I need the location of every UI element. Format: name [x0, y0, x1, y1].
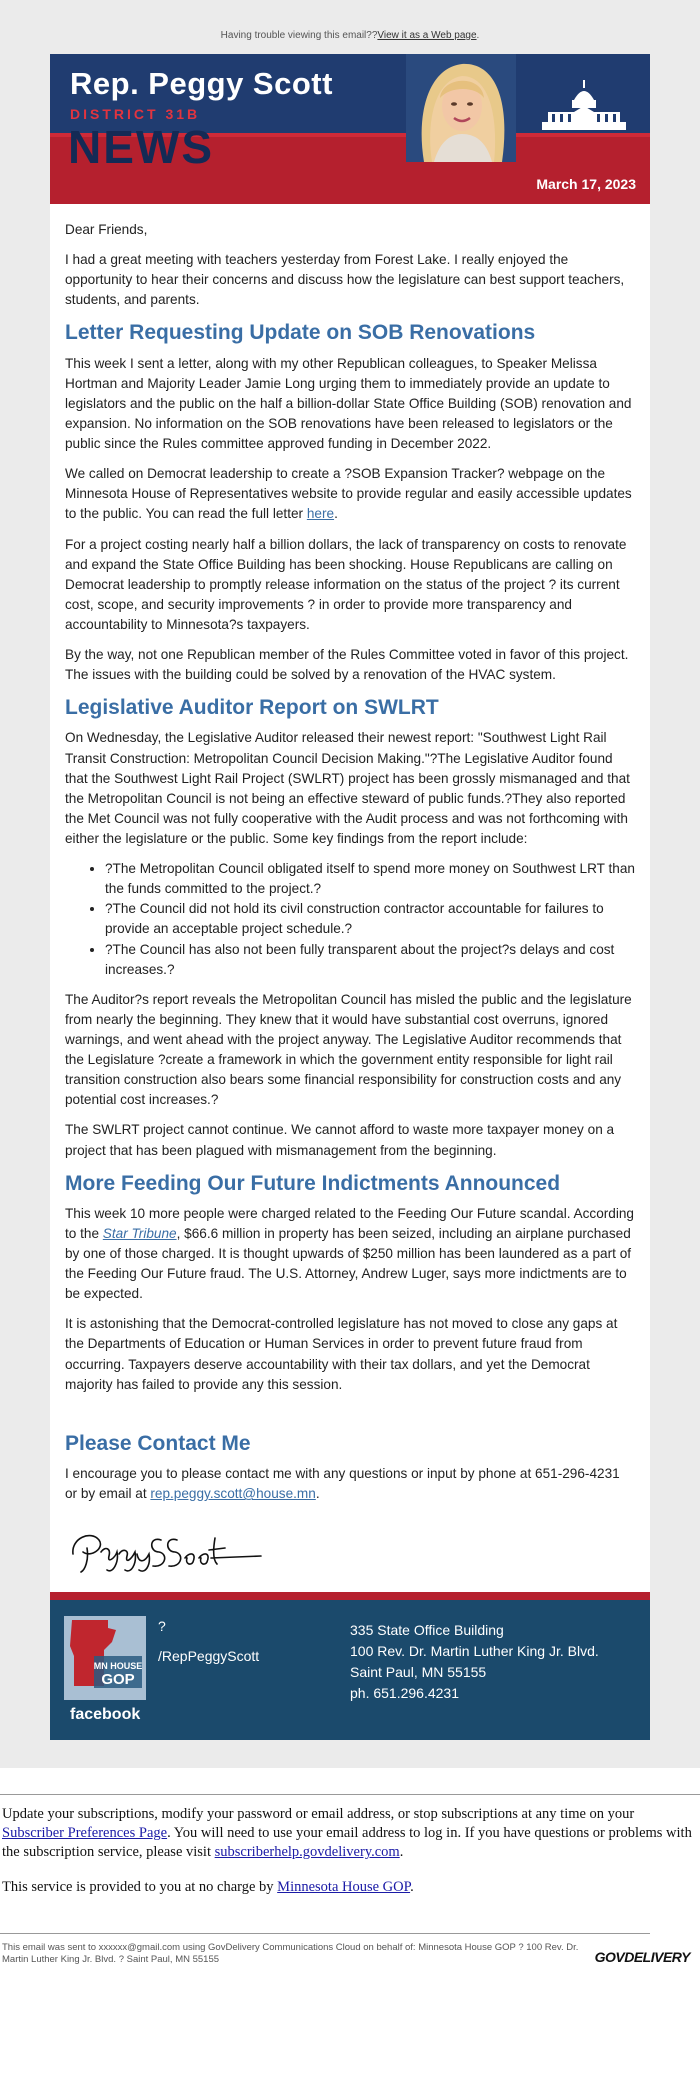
logo-text-2: GOP	[101, 1671, 135, 1689]
sob-paragraph-4: By the way, not one Republican member of the Rules Committee voted in favor of this project. The issues with the building could be solved by a renovation of the HVAC system.	[65, 647, 629, 683]
facebook-label[interactable]: facebook	[70, 1706, 141, 1724]
swlrt-paragraph-3: The SWLRT project cannot continue. We cannot afford to waste more taxpayer money on a project that has been plagued with mismanagement from the beginning.	[65, 1122, 615, 1158]
govdelivery-logo[interactable]: GOVDELIVERY	[594, 1948, 690, 1965]
sob-paragraph-1: This week I sent a letter, along with my other Republican colleagues, to Speaker Melissa Hortman and Majority Leader Jamie Long urging them to immediately provide an update to legislators and the public on the half a billion-dollar State Office Building (SOB) renovation and expansion. No information on the SOB renovations have been released to legislators or the public since the Rules committee approved funding in December 2022.	[65, 355, 632, 452]
fof-heading: More Feeding Our Future Indictments Announced	[65, 1171, 561, 1195]
subscription-section	[0, 1768, 700, 1975]
swlrt-paragraph-1: On Wednesday, the Legislative Auditor released their newest report: "Southwest Light Rail Transit Construction: Metropolitan Council Decision Making."?The Legislative Auditor found that the Southwest Light Rail Project (SWLRT) project has been grossly mismanaged and that the Metropolitan Council is not being an effective steward of public funds.?They also reported the Met Council was not fully cooperative with the Audit process and was not forthcoming with either the legislature or the public. Some key findings from the report include:	[65, 730, 630, 846]
signature-image	[65, 1518, 265, 1576]
web-page-link[interactable]: View it as a Web page	[377, 30, 477, 41]
list-item: • ?The Council has also not been fully transparent about the project?s delays and cost increases.?	[105, 940, 635, 980]
sob-heading: Letter Requesting Update on SOB Renovations	[65, 321, 536, 345]
news-label: NEWS	[68, 121, 214, 173]
newsletter-footer	[50, 1600, 650, 1740]
email-container	[50, 54, 650, 1740]
contact-heading: Please Contact Me	[65, 1431, 251, 1455]
subscription-paragraph: Update your subscriptions, modify your password or email address, or stop subscriptions at any time on your Subscriber Preferences Page. You will need to use your email address to log in. If you have questions or problems with the subscription service, please visit subscriberhelp.govdelivery.com.	[2, 1806, 692, 1861]
legal-footer	[0, 1940, 700, 1976]
facebook-icon-placeholder: ?	[158, 1618, 166, 1635]
rep-name: Rep. Peggy Scott	[70, 66, 333, 101]
office-address: 335 State Office Building 100 Rev. Dr. Martin Luther King Jr. Blvd. Saint Paul, MN 55155 ph. 651.296.4231	[350, 1622, 599, 1702]
newsletter-body	[50, 204, 650, 1592]
footer-divider	[50, 1592, 650, 1600]
greeting: Dear Friends,	[65, 222, 148, 237]
letter-link[interactable]: here	[306, 506, 335, 522]
swlrt-paragraph-2: The Auditor?s report reveals the Metropolitan Council has misled the public and the legislature from nearly the beginning. They knew that it would have substantial cost overruns, ignored warnings, and went ahead with the project anyway. The Legislative Auditor recommends that the Legislature ?create a framework in which the government entity responsible for light rail transition construction also bears some financial responsibility for construction costs and any potential cost increases.?	[65, 991, 632, 1108]
subscriber-help-link[interactable]: subscriberhelp.govdelivery.com	[214, 1844, 400, 1861]
house-gop-link[interactable]: Minnesota House GOP	[277, 1878, 411, 1895]
capitol-icon	[538, 76, 630, 134]
issue-date: March 17, 2023	[536, 176, 636, 192]
newsletter-header	[50, 54, 650, 204]
list-item: • ?The Metropolitan Council obligated itself to spend more money on Southwest LRT than the funds committed to the project.?	[105, 859, 635, 899]
list-item: • ?The Council did not hold its civil construction contractor accountable for failures to provide an acceptable project schedule.?	[105, 899, 635, 939]
star-tribune-link[interactable]: Star Tribune	[102, 1225, 177, 1241]
swlrt-heading: Legislative Auditor Report on SWLRT	[65, 696, 439, 720]
sob-paragraph-3: For a project costing nearly half a billion dollars, the lack of transparency on costs to renovate and expand the State Office Building has been shocking. House Republicans are calling on Democrat leadership to promptly release information on the status of the project ? its current cost, scope, and security improvements ? in order to provide more transparency and accountability to Minnesota?s taxpayers.	[65, 536, 627, 632]
email-link[interactable]: rep.peggy.scott@house.mn	[150, 1486, 316, 1502]
service-paragraph: This service is provided to you at no charge by Minnesota House GOP.	[2, 1878, 414, 1895]
logo-text-1: MN HOUSE	[93, 1661, 143, 1672]
portrait-photo	[406, 54, 516, 162]
contact-paragraph: I encourage you to please contact me with any questions or input by phone at 651-296-4231 or by email at rep.peggy.scott@house.mn.	[65, 1466, 620, 1502]
mn-house-gop-logo	[64, 1616, 146, 1700]
fof-paragraph-1: This week 10 more people were charged related to the Feeding Our Future scandal. According to the Star Tribune, $66.6 million in property has been seized, including an airplane purchased by one of those charged. It is thought upwards of $250 million has been laundered as a part of the Feeding Our Future fraud. The U.S. Attorney, Andrew Luger, says more indictments are to be expected.	[65, 1205, 634, 1302]
legal-text: This email was sent to xxxxxx@gmail.com using GovDelivery Communications Cloud on behalf of: Minnesota House GOP ? 100 Rev. Dr. Martin Luther King Jr. Blvd. ? Saint Paul, MN 55155	[2, 1941, 579, 1966]
subscriber-preferences-link[interactable]: Subscriber Preferences Page	[2, 1825, 168, 1842]
district-label: DISTRICT 31B	[70, 106, 201, 122]
facebook-handle-link[interactable]: /RepPeggyScott	[158, 1648, 260, 1665]
intro-paragraph: I had a great meeting with teachers yesterday from Forest Lake. I really enjoyed the opportunity to hear their concerns and discuss how the legislature can best support teachers, students, and parents.	[65, 252, 625, 308]
sob-paragraph-2: We called on Democrat leadership to create a ?SOB Expansion Tracker? webpage on the Minnesota House of Representatives website to provide regular and easily accessible updates to the public. You can read the full letter here.	[65, 466, 632, 522]
fof-paragraph-2: It is astonishing that the Democrat-controlled legislature has not moved to close any gaps at the Departments of Education or Human Services in order to prevent future fraud from occurring. Taxpayers deserve accountability with their tax dollars, and yet the Democrat majority has failed to provide any this session.	[65, 1316, 618, 1392]
view-online-bar: Having trouble viewing this email??View it as a Web page.	[220, 30, 480, 41]
findings-list	[65, 859, 635, 980]
